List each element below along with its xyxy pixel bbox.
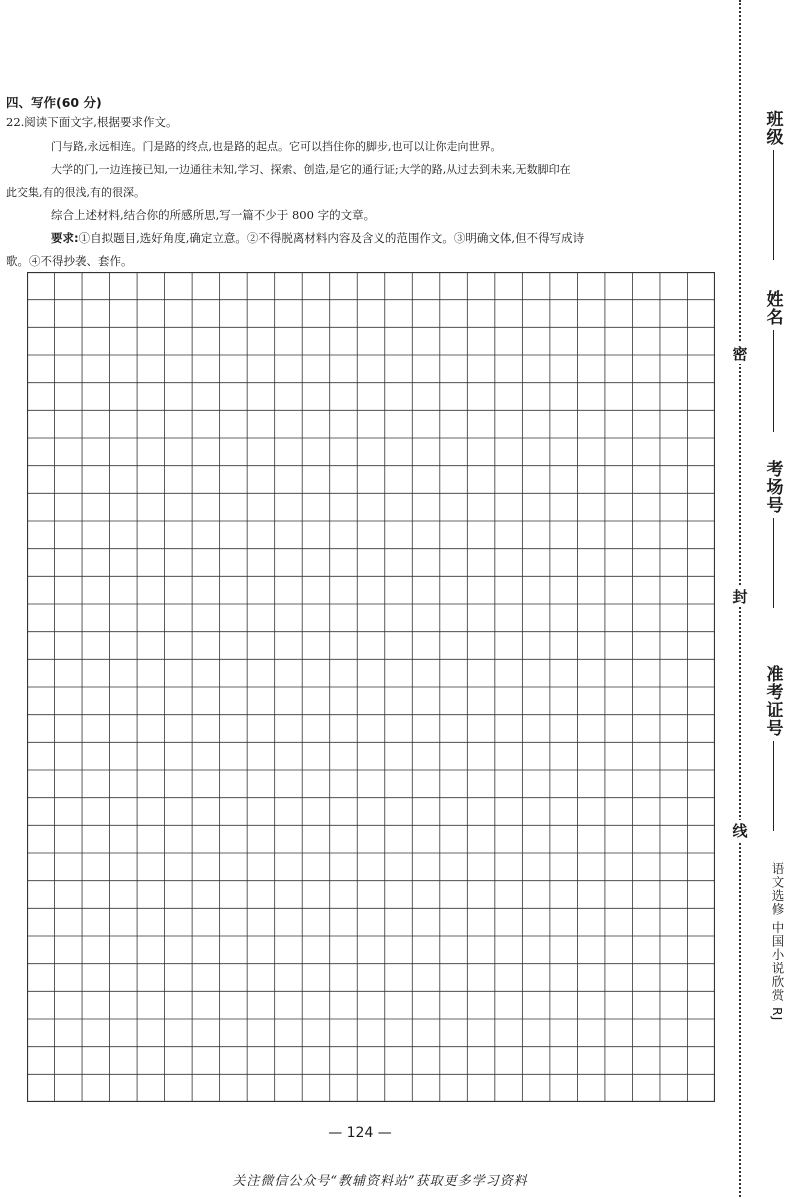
material-paragraph-2a: 大学的门,一边连接已知,一边通往未知,学习、探索、创造,是它的通行证;大学的路,从过去到未来,无数脚印在 [51,163,571,176]
name-label: 姓名 [762,290,783,326]
class-label: 班级 [762,110,783,146]
admission-number-blank[interactable] [773,741,774,831]
question-number-line: 22.阅读下面文字,根据要求作文。 [6,115,178,129]
class-field[interactable] [760,110,786,260]
admission-number-field[interactable] [760,665,786,831]
exam-room-label: 考场号 [762,460,783,514]
writing-grid-lines [27,272,715,1102]
name-blank[interactable] [773,330,774,432]
material-paragraph-2b: 此交集,有的很浅,有的很深。 [6,186,145,199]
requirements-label: 要求: [51,231,79,245]
admission-number-label: 准考证号 [762,665,783,737]
writing-grid[interactable] [27,272,715,1102]
book-info: 语文选修 中国小说欣赏 RJ [770,862,785,1022]
page-number: — 124 — [328,1125,392,1141]
class-blank[interactable] [773,150,774,260]
requirements-line-1 [51,233,584,245]
name-field[interactable] [760,290,786,432]
material-paragraph-1: 门与路,永远相连。门是路的终点,也是路的起点。它可以挡住你的脚步,也可以让你走向世界。 [51,140,502,153]
seal-char-mi: 密 [732,345,748,363]
requirements-line-2: 歌。④不得抄袭、套作。 [6,254,133,268]
exam-room-blank[interactable] [773,518,774,608]
task-instruction: 综合上述材料,结合你的所感所思,写一篇不少于 800 字的文章。 [51,208,376,222]
seal-char-xian: 线 [732,822,748,840]
section-title: 四、写作(60 分) [6,95,102,110]
footer-note: 关注微信公众号“教辅资料站”获取更多学习资料 [232,1174,528,1189]
seal-char-feng: 封 [732,588,748,606]
requirements-text-1: ①自拟题目,选好角度,确定立意。②不得脱离材料内容及含义的范围作文。③明确文体,但不得写成诗 [78,231,585,245]
exam-room-field[interactable] [760,460,786,608]
